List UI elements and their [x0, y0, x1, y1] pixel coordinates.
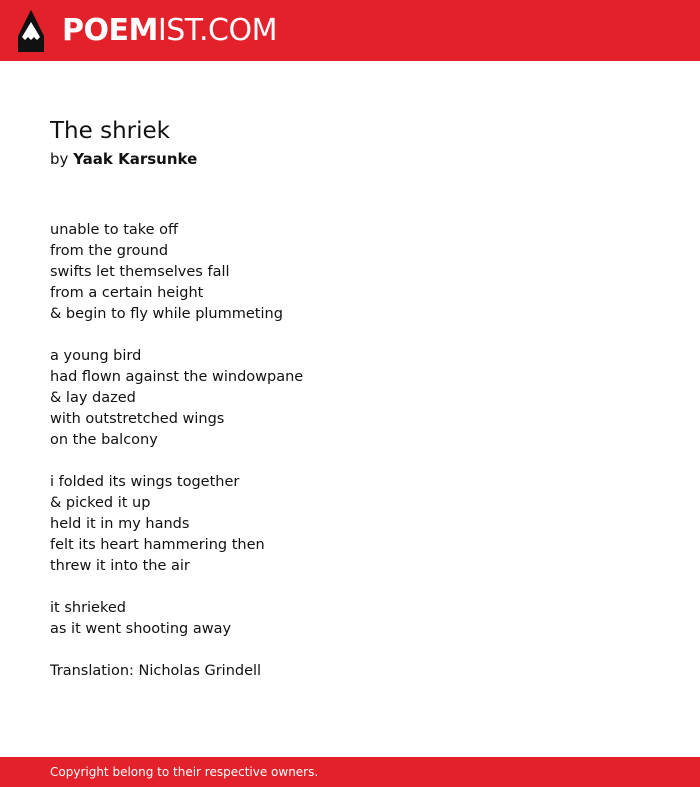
poem-line: unable to take off [50, 222, 179, 238]
poem-stanza [50, 472, 650, 577]
poem-translation-credit [50, 661, 650, 682]
poem-line: a young bird [50, 348, 142, 364]
by-label: by [50, 150, 69, 168]
poem-line: it shrieked [50, 600, 126, 616]
poem-line: as it went shooting away [50, 621, 232, 637]
poem-content [50, 115, 650, 703]
brand-light: IST.COM [157, 13, 277, 48]
poem-line: held it in my hands [50, 516, 190, 532]
site-footer [0, 757, 700, 787]
poem-line: on the balcony [50, 432, 158, 448]
poem-stanza [50, 346, 650, 451]
site-brand[interactable] [62, 11, 277, 51]
poem-line: with outstretched wings [50, 411, 225, 427]
poem-line: & begin to fly while plummeting [50, 306, 283, 322]
poem-author: Yaak Karsunke [73, 150, 198, 168]
brand-bold: POEM [62, 13, 158, 48]
translation-line: Translation: Nicholas Grindell [50, 663, 262, 679]
poem-line: had flown against the windowpane [50, 369, 304, 385]
poem-line: felt its heart hammering then [50, 537, 265, 553]
poem-line: from the ground [50, 243, 169, 259]
poem-line: & lay dazed [50, 390, 136, 406]
poem-stanza [50, 598, 650, 640]
poem-line: from a certain height [50, 285, 204, 301]
poem-stanza [50, 220, 650, 325]
poem-body [50, 220, 650, 682]
site-header [0, 0, 700, 61]
poem-byline [50, 148, 650, 170]
poem-line: swifts let themselves fall [50, 264, 230, 280]
poem-line: i folded its wings together [50, 474, 240, 490]
pencil-logo-icon[interactable] [18, 10, 44, 52]
copyright-text: Copyright belong to their respective owners. [50, 765, 319, 779]
poem-line: threw it into the air [50, 558, 190, 574]
poem-title: The shriek [50, 118, 170, 144]
poem-line: & picked it up [50, 495, 151, 511]
